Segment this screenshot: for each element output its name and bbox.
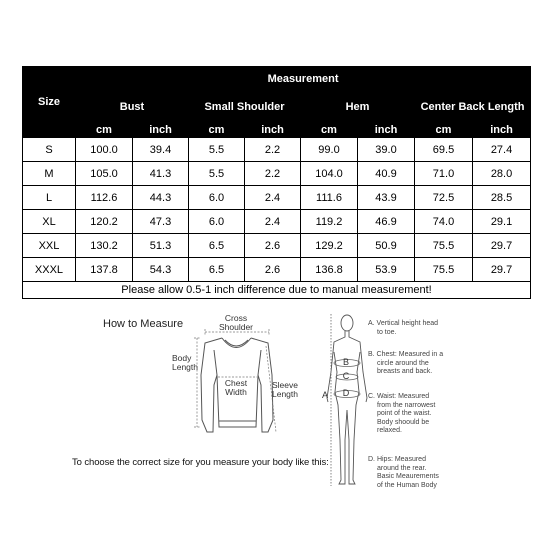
table-cell: 2.6 <box>245 258 301 282</box>
table-cell: 39.0 <box>358 138 415 162</box>
marker-c: C <box>342 371 350 381</box>
legend-b: B. Chest: Measured in a circle around the breasts and back. <box>368 351 444 375</box>
size-cell: M <box>23 162 76 186</box>
table-cell: 28.5 <box>473 186 531 210</box>
table-cell: 40.9 <box>358 162 415 186</box>
cross-shoulder-label: Cross Shoulder <box>218 313 254 332</box>
unit-header: inch <box>133 123 189 138</box>
table-cell: 120.2 <box>76 210 133 234</box>
table-cell: 50.9 <box>358 234 415 258</box>
unit-header: inch <box>245 123 301 138</box>
table-cell: 112.6 <box>76 186 133 210</box>
marker-b: B <box>342 357 349 367</box>
body-length-label: Body Length <box>172 353 198 372</box>
legend-d: D. Hips: Measured around the rear. Basic Meaurements of the Human Body <box>368 456 439 489</box>
size-cell: XXXL <box>23 258 76 282</box>
table-cell: 29.1 <box>473 210 531 234</box>
unit-header: cm <box>76 123 133 138</box>
table-cell: 72.5 <box>415 186 473 210</box>
table-cell: 46.9 <box>358 210 415 234</box>
table-cell: 43.9 <box>358 186 415 210</box>
center-back-length-header: Center Back Length <box>415 91 531 123</box>
table-cell: 2.6 <box>245 234 301 258</box>
table-cell: 69.5 <box>415 138 473 162</box>
table-cell: 6.5 <box>189 258 245 282</box>
table-cell: 99.0 <box>301 138 358 162</box>
size-cell: L <box>23 186 76 210</box>
table-cell: 130.2 <box>76 234 133 258</box>
marker-a: A <box>321 390 328 400</box>
unit-header: cm <box>189 123 245 138</box>
table-cell: 39.4 <box>133 138 189 162</box>
table-cell: 75.5 <box>415 234 473 258</box>
sleeve-length-label: Sleeve Length <box>272 380 298 399</box>
table-cell: 6.0 <box>189 186 245 210</box>
table-cell: 28.0 <box>473 162 531 186</box>
table-cell: 27.4 <box>473 138 531 162</box>
hem-header: Hem <box>301 91 415 123</box>
unit-header: cm <box>301 123 358 138</box>
how-to-measure-title: How to Measure <box>103 318 184 330</box>
measure-instruction: To choose the correct size for you measure your body like this: <box>72 457 329 468</box>
table-cell: 51.3 <box>133 234 189 258</box>
table-cell: 5.5 <box>189 162 245 186</box>
table-cell: 47.3 <box>133 210 189 234</box>
table-cell: 100.0 <box>76 138 133 162</box>
table-cell: 6.0 <box>189 210 245 234</box>
table-cell: 2.4 <box>245 186 301 210</box>
table-cell: 71.0 <box>415 162 473 186</box>
legend-a: A. Vertical height head to toe. <box>368 320 439 336</box>
size-cell: S <box>23 138 76 162</box>
size-cell: XL <box>23 210 76 234</box>
table-cell: 105.0 <box>76 162 133 186</box>
chest-width-label: Chest Width <box>224 378 248 397</box>
bust-header: Bust <box>76 91 189 123</box>
unit-header: cm <box>415 123 473 138</box>
table-cell: 2.2 <box>245 138 301 162</box>
unit-header: inch <box>473 123 531 138</box>
table-cell: 2.2 <box>245 162 301 186</box>
table-cell: 29.7 <box>473 234 531 258</box>
legend-c: C. Waist: Measured from the narrowest point of the waist. Body shoould be relaxed. <box>368 393 436 434</box>
table-cell: 75.5 <box>415 258 473 282</box>
table-cell: 111.6 <box>301 186 358 210</box>
table-cell: 29.7 <box>473 258 531 282</box>
measurement-header: Measurement <box>76 67 531 91</box>
table-cell: 104.0 <box>301 162 358 186</box>
table-cell: 137.8 <box>76 258 133 282</box>
measurement-note: Please allow 0.5-1 inch difference due to manual measurement! <box>23 282 531 299</box>
table-cell: 119.2 <box>301 210 358 234</box>
table-cell: 129.2 <box>301 234 358 258</box>
unit-header: inch <box>358 123 415 138</box>
table-cell: 6.5 <box>189 234 245 258</box>
table-cell: 54.3 <box>133 258 189 282</box>
marker-d: D <box>342 388 350 398</box>
table-cell: 5.5 <box>189 138 245 162</box>
table-cell: 74.0 <box>415 210 473 234</box>
table-cell: 53.9 <box>358 258 415 282</box>
table-cell: 41.3 <box>133 162 189 186</box>
size-header: Size <box>23 67 76 138</box>
table-cell: 136.8 <box>301 258 358 282</box>
small-shoulder-header: Small Shoulder <box>189 91 301 123</box>
table-cell: 44.3 <box>133 186 189 210</box>
size-cell: XXL <box>23 234 76 258</box>
table-cell: 2.4 <box>245 210 301 234</box>
